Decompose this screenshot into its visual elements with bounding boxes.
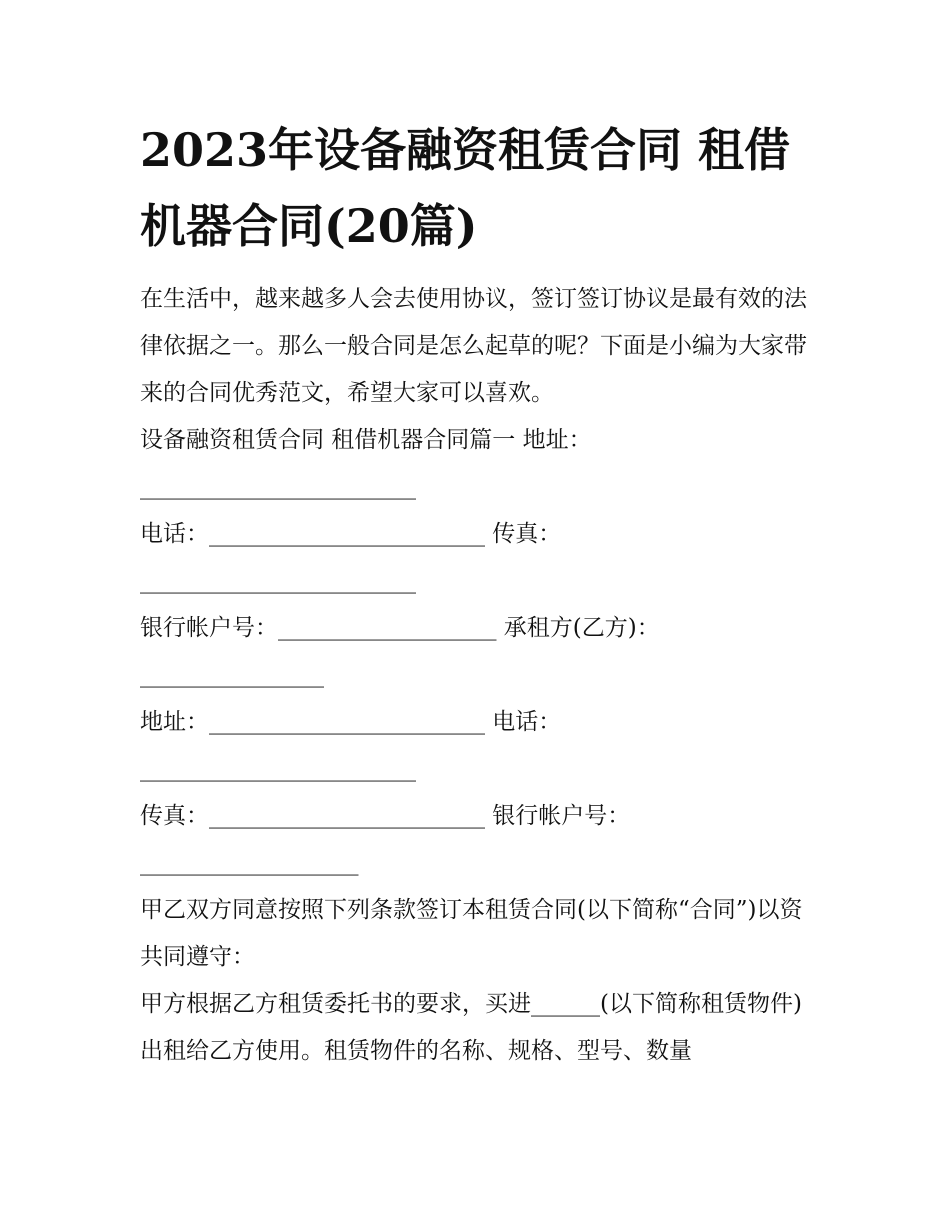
blank-line-phone: ________________________ xyxy=(140,756,416,782)
document-body xyxy=(140,276,820,1075)
agreement-paragraph: 甲乙双方同意按照下列条款签订本租赁合同(以下简称“合同”)以资共同遵守： xyxy=(140,897,803,970)
lease-object-paragraph: 甲方根据乙方租赁委托书的要求，买进______(以下简称租赁物件)出租给乙方使用。租赁物件的名称、规格、型号、数量 xyxy=(140,991,802,1064)
intro-paragraph: 在生活中，越来越多人会去使用协议，签订签订协议是最有效的法律依据之一。那么一般合同是怎么起草的呢？下面是小编为大家带来的合同优秀范文，希望大家可以喜欢。 xyxy=(140,286,807,406)
blank-line-address: ________________________ xyxy=(140,474,416,500)
phone-fax-line: 电话：________________________ 传真： xyxy=(140,521,562,547)
contract-section-heading: 设备融资租赁合同 租借机器合同篇一 地址： xyxy=(140,427,592,453)
blank-line-lessee: ________________ xyxy=(140,662,324,688)
document-title: 2023年设备融资租赁合同 租借机器合同(20篇) xyxy=(140,123,791,253)
fax-bank-account-line: 传真：________________________ 银行帐户号： xyxy=(140,803,631,829)
blank-line-fax: ________________________ xyxy=(140,568,416,594)
bank-account-lessee-line: 银行帐户号：___________________ 承租方(乙方)： xyxy=(140,615,660,641)
address-phone-line: 地址：________________________ 电话： xyxy=(140,709,562,735)
blank-line-bank-account: ___________________ xyxy=(140,850,359,876)
